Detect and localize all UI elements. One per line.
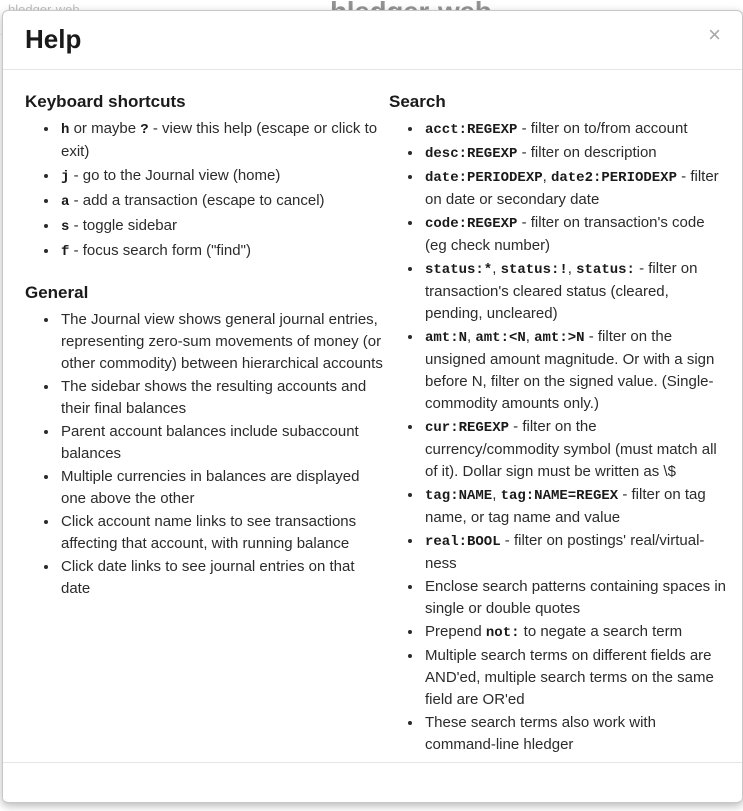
search-term-code: not: (485, 625, 520, 641)
modal-body (3, 70, 742, 801)
general-list (25, 309, 387, 600)
list-item: • Multiple currencies in balances are displayed one above the other (59, 466, 387, 510)
keyboard-shortcuts-list (25, 118, 387, 263)
list-item (423, 118, 729, 141)
shortcut-text-post: - add a transaction (escape to cancel) (69, 192, 325, 209)
search-term-code: tag:NAME=REGEX (500, 488, 619, 504)
key-f: f (61, 244, 70, 260)
modal-footer (3, 762, 742, 801)
search-term-code: date2:PERIODEXP (550, 170, 677, 186)
list-item (423, 142, 729, 165)
key-s: s (61, 219, 70, 235)
search-term-text: - filter on postings' real/virtual-ness (425, 532, 705, 572)
separator: , (542, 168, 551, 185)
modal-title: Help (25, 24, 82, 54)
separator: , (492, 260, 501, 277)
list-item: • The sidebar shows the resulting accounts and their final balances (59, 376, 387, 420)
list-item (423, 258, 729, 325)
list-item (59, 190, 387, 213)
list-item: • Click date links to see journal entries on that date (59, 556, 387, 600)
search-term-code: tag:NAME (425, 488, 493, 504)
separator: , (525, 328, 535, 345)
search-term-code: amt:>N (534, 330, 585, 346)
list-item: • The Journal view shows general journal entries, representing zero-sum movements of money (or other commodity) between hierarchical accounts (59, 309, 387, 375)
search-term-code: status: (576, 262, 635, 278)
search-term-text-before: Prepend (425, 623, 486, 640)
search-term-code: cur:REGEXP (425, 420, 510, 436)
list-item: • Enclose search patterns containing spaces in single or double quotes (423, 576, 729, 620)
separator: , (567, 260, 577, 277)
shortcut-text-post: - go to the Journal view (home) (69, 167, 281, 184)
list-item (423, 166, 729, 211)
section-heading-general: General (25, 283, 89, 302)
search-term-text: - filter on description (517, 144, 657, 161)
search-term-code: amt:N (425, 330, 468, 346)
search-term-code: desc:REGEXP (425, 146, 518, 162)
search-term-text: - filter on transaction's code (eg check number) (425, 214, 705, 254)
modal-header (3, 11, 742, 70)
list-item (423, 484, 729, 529)
list-item (59, 165, 387, 188)
help-modal (2, 10, 743, 803)
key-j: j (61, 169, 70, 185)
help-column-right (387, 92, 729, 757)
separator: , (492, 486, 501, 503)
search-term-text: - filter on the currency/commodity symbol (must match all of it). Dollar sign must be written as \$ (425, 418, 717, 480)
section-heading-search: Search (389, 92, 446, 111)
shortcut-text-post: - toggle sidebar (69, 217, 177, 234)
section-heading-keyboard-shortcuts: Keyboard shortcuts (25, 92, 186, 111)
separator: , (467, 328, 476, 345)
shortcut-text-post: - view this help (escape or click to exit) (61, 120, 378, 160)
key-question: ? (140, 122, 149, 138)
key-h: h (61, 122, 70, 138)
list-item (423, 416, 729, 483)
key-a: a (61, 194, 70, 210)
search-term-text: - filter on date or secondary date (425, 168, 719, 208)
search-term-code: acct:REGEXP (425, 122, 518, 138)
close-icon[interactable]: × (704, 22, 725, 48)
search-term-text: - filter on transaction's cleared status (cleared, pending, uncleared) (425, 260, 698, 322)
search-term-text: - filter on tag name, or tag name and value (425, 486, 706, 526)
search-term-text: to negate a search term (519, 623, 683, 640)
search-term-code: amt:<N (475, 330, 526, 346)
list-item: • Parent account balances include subaccount balances (59, 421, 387, 465)
list-item (59, 240, 387, 263)
search-terms-list (389, 118, 729, 756)
shortcut-text-post: - focus search form ("find") (69, 242, 251, 259)
search-term-code: code:REGEXP (425, 216, 518, 232)
list-item (423, 212, 729, 257)
search-term-code: status:* (425, 262, 493, 278)
list-item: • These search terms also work with command-line hledger (423, 712, 729, 756)
list-item: • Click account name links to see transactions affecting that account, with running balance (59, 511, 387, 555)
list-item (423, 326, 729, 415)
search-term-text: - filter on to/from account (517, 120, 688, 137)
help-columns (3, 70, 742, 757)
list-item (59, 215, 387, 238)
shortcut-text: or maybe (69, 120, 141, 137)
help-column-left (25, 92, 387, 601)
list-item (59, 118, 387, 163)
list-item: • Multiple search terms on different fields are AND'ed, multiple search terms on the same field are OR'ed (423, 645, 729, 711)
search-term-code: real:BOOL (425, 534, 501, 550)
search-term-text: - filter on the unsigned amount magnitude. Or with a sign before N, filter on the signed value. (Single-commodity amounts only.) (425, 328, 715, 412)
search-term-code: date:PERIODEXP (425, 170, 543, 186)
list-item (423, 621, 729, 644)
search-term-code: status:! (500, 262, 568, 278)
list-item (423, 530, 729, 575)
